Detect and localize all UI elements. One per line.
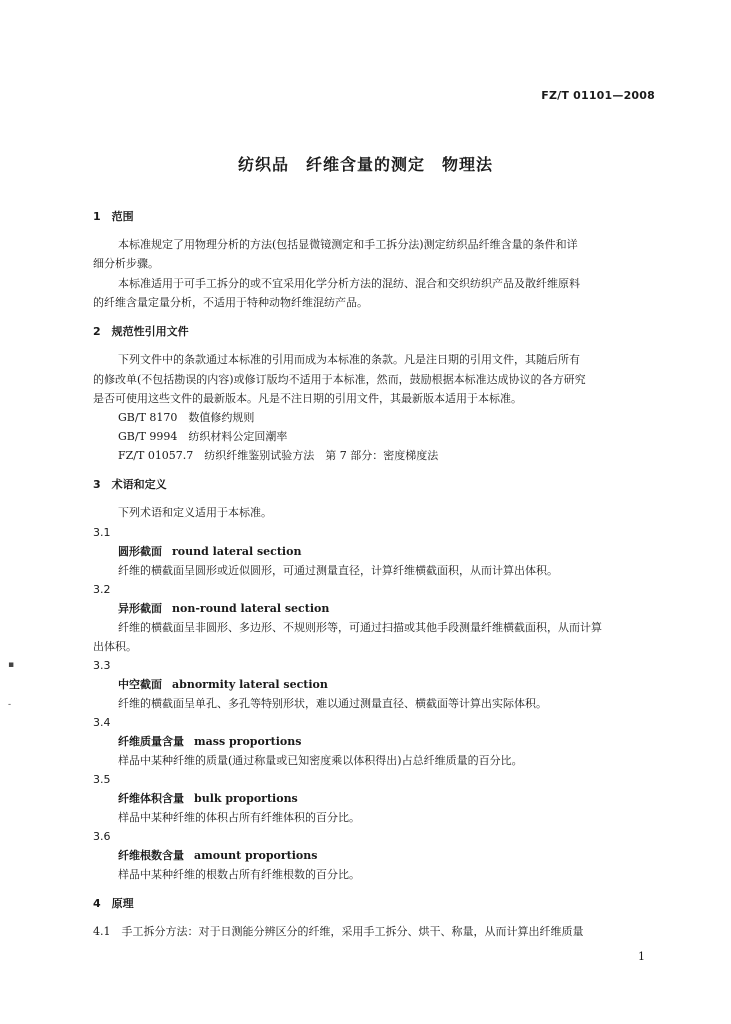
term-definition: 纤维的横截面呈非圆形、多边形、不规则形等，可通过扫描或其他手段测量纤维横截面积，从而计算 (118, 621, 602, 634)
reference-item: FZ/T 01057.7 纺织纤维鉴别试验方法 第 7 部分：密度梯度法 (118, 449, 439, 462)
section-1-paragraph-2: 本标准适用于可手工拆分的或不宜采用化学分析方法的混纺、混合和交织纺织产品及散纤维原料 (118, 277, 580, 290)
term-definition-cont: 出体积。 (93, 640, 137, 653)
term-heading (118, 602, 329, 616)
document-code: FZ/T 01101—2008 (541, 89, 655, 102)
term-cn: 纤维根数含量 (118, 849, 184, 862)
term-number: 3.2 (93, 583, 111, 596)
term-cn: 纤维体积含量 (118, 792, 184, 805)
scan-mark: ▪ (8, 660, 15, 670)
term-en: non-round lateral section (172, 602, 330, 615)
section-4-paragraph: 4.1 手工拆分方法：对于日测能分辨区分的纤维，采用手工拆分、烘干、称量，从而计算出纤维质量 (93, 925, 584, 938)
page-number: 1 (638, 950, 645, 963)
term-definition: 样品中某种纤维的根数占所有纤维根数的百分比。 (118, 868, 360, 881)
term-definition: 样品中某种纤维的体积占所有纤维体积的百分比。 (118, 811, 360, 824)
section-3-intro: 下列术语和定义适用于本标准。 (118, 506, 272, 519)
term-number: 3.5 (93, 773, 111, 786)
term-en: abnormity lateral section (172, 678, 328, 691)
term-en: amount proportions (194, 849, 318, 862)
term-number: 3.3 (93, 659, 111, 672)
document-title: 纺织品 纤维含量的测定 物理法 (237, 155, 493, 174)
term-en: round lateral section (172, 545, 302, 558)
term-number: 3.1 (93, 526, 111, 539)
term-en: mass proportions (194, 735, 302, 748)
term-heading (118, 545, 301, 559)
term-heading (118, 849, 317, 863)
term-cn: 纤维质量含量 (118, 735, 184, 748)
section-1-paragraph-1-cont: 细分析步骤。 (93, 257, 159, 270)
section-2-paragraph-cont-1: 的修改单(不包括勘误的内容)或修订版均不适用于本标准，然而，鼓励根据本标准达成协议的各方研究 (93, 373, 586, 386)
reference-item: GB/T 8170 数值修约规则 (118, 411, 255, 424)
section-1-paragraph-1: 本标准规定了用物理分析的方法(包括显微镜测定和手工拆分法)测定纺织品纤维含量的条件和详 (118, 238, 578, 251)
reference-item: GB/T 9994 纺织材料公定回潮率 (118, 430, 288, 443)
section-2-heading: 2 规范性引用文件 (93, 325, 189, 338)
term-en: bulk proportions (194, 792, 298, 805)
term-definition: 纤维的横截面呈圆形或近似圆形，可通过测量直径，计算纤维横截面积，从而计算出体积。 (118, 564, 558, 577)
term-definition: 纤维的横截面呈单孔、多孔等特别形状，难以通过测量直径、横截面等计算出实际体积。 (118, 697, 547, 710)
section-3-heading: 3 术语和定义 (93, 478, 167, 491)
term-cn: 圆形截面 (118, 545, 162, 558)
term-definition: 样品中某种纤维的质量(通过称量或已知密度乘以体积得出)占总纤维质量的百分比。 (118, 754, 523, 767)
section-4-heading: 4 原理 (93, 897, 134, 910)
term-heading (118, 735, 301, 749)
term-number: 3.6 (93, 830, 111, 843)
term-cn: 中空截面 (118, 678, 162, 691)
section-2-paragraph-cont-2: 是否可使用这些文件的最新版本。凡是不注日期的引用文件，其最新版本适用于本标准。 (93, 392, 522, 405)
scan-mark: - (8, 700, 12, 710)
term-heading (118, 678, 328, 692)
term-heading (118, 792, 298, 806)
term-number: 3.4 (93, 716, 111, 729)
section-2-paragraph: 下列文件中的条款通过本标准的引用而成为本标准的条款。凡是注日期的引用文件，其随后所有 (118, 353, 580, 366)
section-1-heading: 1 范围 (93, 210, 134, 223)
section-1-paragraph-2-cont: 的纤维含量定量分析，不适用于特种动物纤维混纺产品。 (93, 296, 368, 309)
term-cn: 异形截面 (118, 602, 162, 615)
